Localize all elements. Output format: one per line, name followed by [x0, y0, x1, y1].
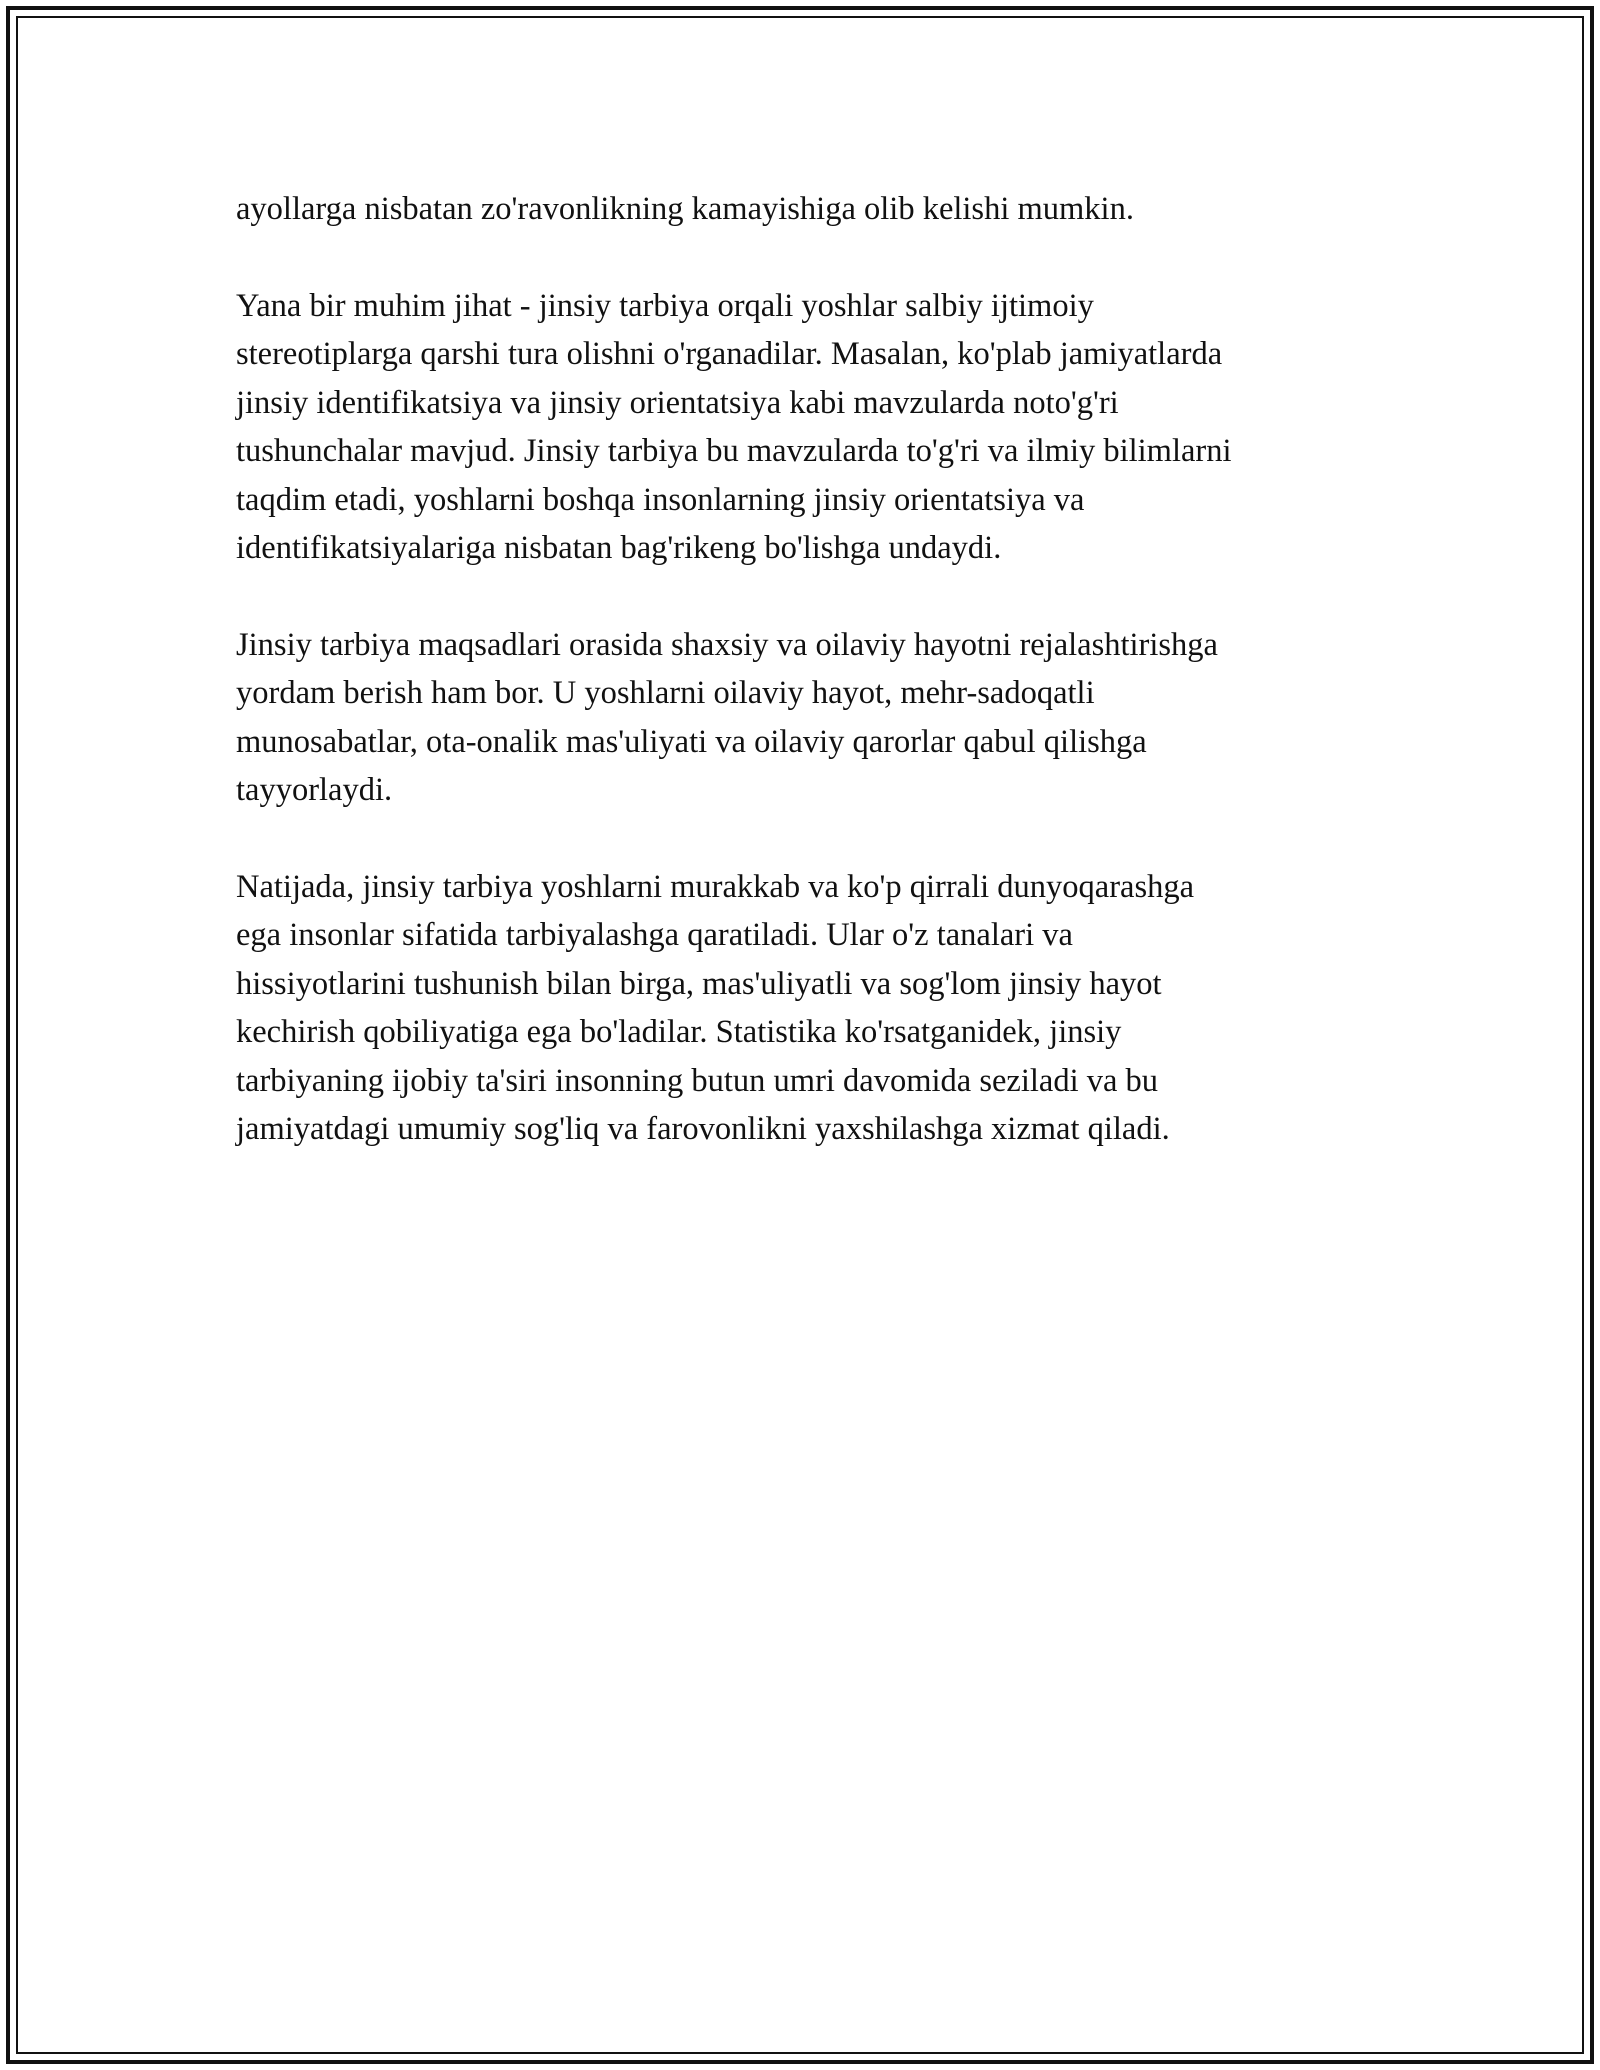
text-line: identifikatsiyalariga nisbatan bag'rikeng bo'lishga undaydi.	[236, 530, 1002, 566]
paragraph-3	[236, 621, 1376, 815]
text-line: yordam berish ham bor. U yoshlarni oilaviy hayot, mehr-sadoqatli	[236, 675, 1095, 711]
text-line: taqdim etadi, yoshlarni boshqa insonlarning jinsiy orientatsiya va	[236, 481, 1085, 518]
text-line: hissiyotlarini tushunish bilan birga, mas'uliyatli va sog'lom jinsiy hayot	[236, 965, 1162, 1002]
document-body	[236, 185, 1376, 1202]
text-line: Natijada, jinsiy tarbiya yoshlarni murakkab va ko'p qirrali dunyoqarashga	[236, 868, 1195, 905]
text-line: tarbiyaning ijobiy ta'siri insonning butun umri davomida seziladi va bu	[236, 1062, 1159, 1099]
text-line: jamiyatdagi umumiy sog'liq va farovonlikni yaxshilashga xizmat qiladi.	[236, 1111, 1170, 1147]
text-line: tayyorlaydi.	[236, 772, 393, 808]
text-line: ayollarga nisbatan zo'ravonlikning kamayishiga olib kelishi mumkin.	[236, 191, 1134, 227]
paragraph-2	[236, 282, 1376, 573]
text-line: stereotiplarga qarshi tura olishni o'rganadilar. Masalan, ko'plab jamiyatlarda	[236, 336, 1223, 372]
paragraph-1	[236, 185, 1376, 234]
text-line: tushunchalar mavjud. Jinsiy tarbiya bu mavzularda to'g'ri va ilmiy bilimlarni	[236, 433, 1232, 469]
text-line: jinsiy identifikatsiya va jinsiy orientatsiya kabi mavzularda noto'g'ri	[236, 384, 1119, 421]
text-line: munosabatlar, ota-onalik mas'uliyati va oilaviy qarorlar qabul qilishga	[236, 723, 1147, 760]
paragraph-4	[236, 863, 1376, 1154]
text-line: Yana bir muhim jihat - jinsiy tarbiya orqali yoshlar salbiy ijtimoiy	[236, 287, 1094, 324]
text-line: ega insonlar sifatida tarbiyalashga qaratiladi. Ular o'z tanalari va	[236, 917, 1073, 953]
text-line: Jinsiy tarbiya maqsadlari orasida shaxsiy va oilaviy hayotni rejalashtirishga	[236, 626, 1218, 663]
text-line: kechirish qobiliyatiga ega bo'ladilar. Statistika ko'rsatganidek, jinsiy	[236, 1014, 1122, 1050]
